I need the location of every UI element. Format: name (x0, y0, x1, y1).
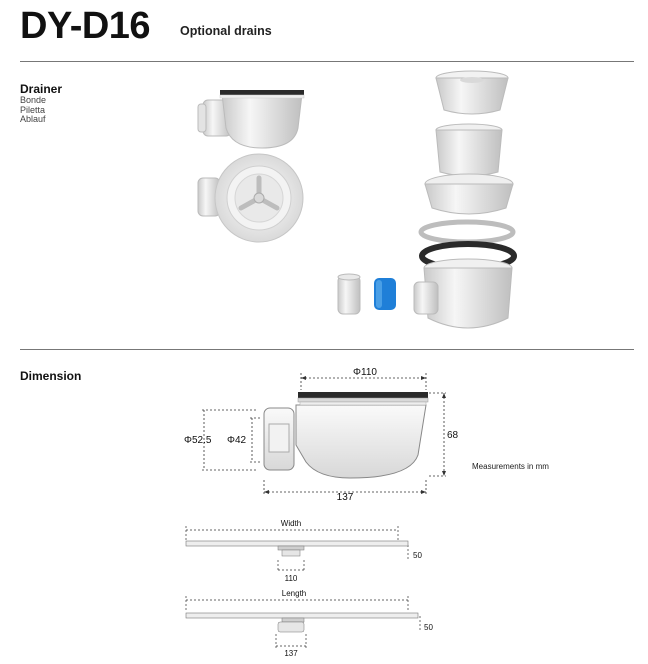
dimension-heading: Dimension (20, 369, 82, 383)
dim-width-label: 137 (336, 492, 354, 503)
measurements-note: Measurements in mm (472, 462, 549, 471)
product-title: DY-D16 (20, 5, 151, 47)
drainer-heading: Drainer (20, 82, 63, 96)
dimension-drawing (0, 355, 648, 505)
dim-height-label: 68 (447, 430, 459, 441)
section-divider (20, 349, 634, 350)
drain-exploded-view (338, 71, 514, 328)
drainer-translation-de: Ablauf (20, 114, 46, 124)
drain-illustrations (0, 60, 648, 350)
tray-width-label: Width (280, 519, 302, 528)
drainer-translation-it: Piletta (20, 104, 46, 115)
drain-top-view (198, 154, 303, 242)
dim-phi110-label: Φ110 (353, 367, 377, 378)
tray-length-drain-label: 137 (284, 649, 298, 658)
tray-width-drain-label: 110 (284, 574, 298, 583)
drainer-translation-fr: Bonde (20, 95, 47, 105)
tray-width-height-label: 50 (413, 551, 422, 560)
dim-phi42-label: Φ42 (227, 435, 247, 446)
tray-width-diagram (0, 510, 648, 586)
product-subtitle: Optional drains (180, 24, 272, 38)
tray-length-height-label: 50 (424, 623, 433, 632)
tray-length-label: Length (281, 589, 307, 598)
tray-length-diagram (0, 586, 648, 664)
dim-phi52-label: Φ52.5 (184, 435, 212, 446)
drain-side-view (198, 90, 304, 148)
